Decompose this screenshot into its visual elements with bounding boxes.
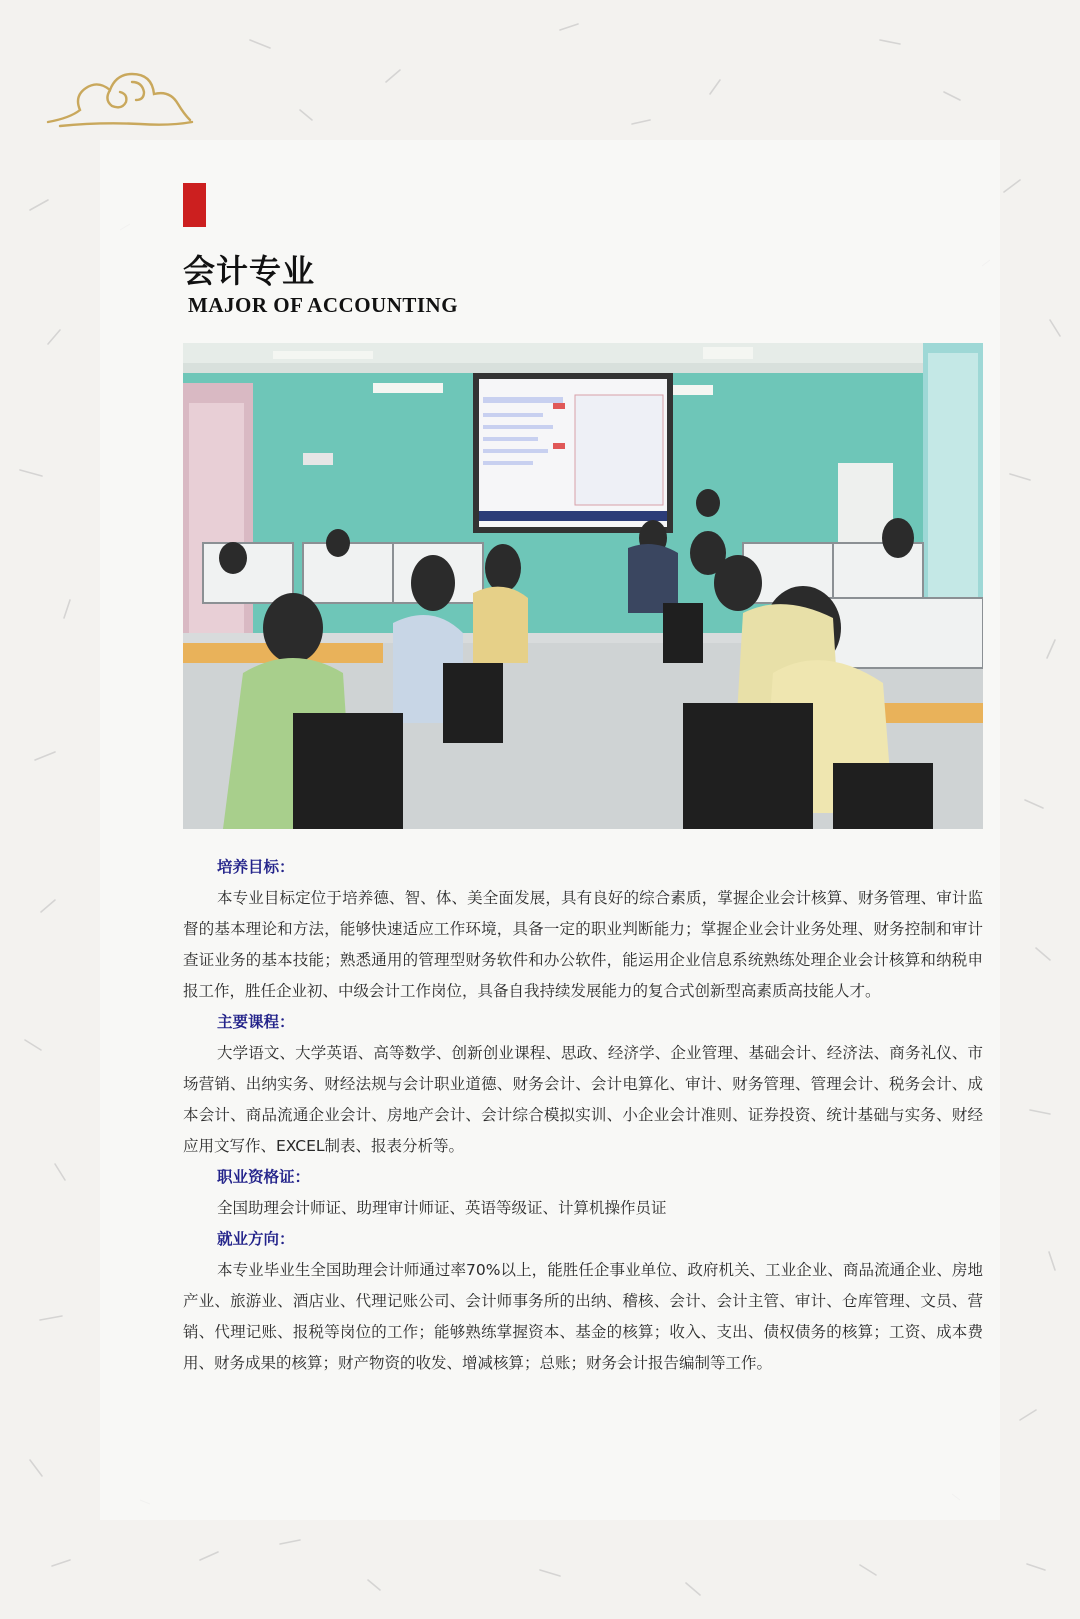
section-main-courses (183, 1007, 983, 1162)
page-title: 会计专业 (183, 252, 316, 290)
section-body: 全国助理会计师证、助理审计师证、英语等级证、计算机操作员证 (217, 1199, 667, 1217)
section-heading: 职业资格证： (217, 1168, 311, 1186)
auspicious-cloud-icon (40, 60, 200, 140)
section-heading: 培养目标： (217, 858, 295, 876)
section-body: 本专业目标定位于培养德、智、体、美全面发展，具有良好的综合素质，掌握企业会计核算、财务管理、审计监督的基本理论和方法，能够快速适应工作环境，具备一定的职业判断能力；掌握企业会计业务处理、财务控制和审计查证业务的基本技能；熟悉通用的管理型财务软件和办公软件，能运用企业信息系统熟练处理企业会计核算和纳税申报工作，胜任企业初、中级会计工作岗位，具备自我持续发展能力的复合式创新型高素质高技能人才。 (183, 889, 983, 1000)
section-certificates (183, 1162, 983, 1224)
accent-bar (183, 183, 206, 227)
page-subtitle: MAJOR OF ACCOUNTING (188, 293, 459, 317)
section-employment (183, 1224, 983, 1379)
classroom-photo (183, 343, 983, 829)
section-body: 本专业毕业生全国助理会计师通过率70%以上，能胜任企事业单位、政府机关、工业企业、商品流通企业、房地产业、旅游业、酒店业、代理记账公司、会计师事务所的出纳、稽核、会计、会计主管、审计、仓库管理、文员、营销、代理记账、报税等岗位的工作；能够熟练掌握资本、基金的核算；收入、支出、债权债务的核算；工资、成本费用、财务成果的核算；财产物资的收发、增减核算；总账；财务会计报告编制等工作。 (183, 1261, 983, 1372)
major-description (183, 852, 983, 1379)
section-heading: 就业方向： (217, 1230, 295, 1248)
section-heading: 主要课程： (217, 1013, 295, 1031)
section-body: 大学语文、大学英语、高等数学、创新创业课程、思政、经济学、企业管理、基础会计、经济法、商务礼仪、市场营销、出纳实务、财经法规与会计职业道德、财务会计、会计电算化、审计、财务管理、管理会计、税务会计、成本会计、商品流通企业会计、房地产会计、会计综合模拟实训、小企业会计准则、证券投资、统计基础与实务、财经应用文写作、EXCEL制表、报表分析等。 (183, 1044, 983, 1155)
section-training-goals (183, 852, 983, 1007)
